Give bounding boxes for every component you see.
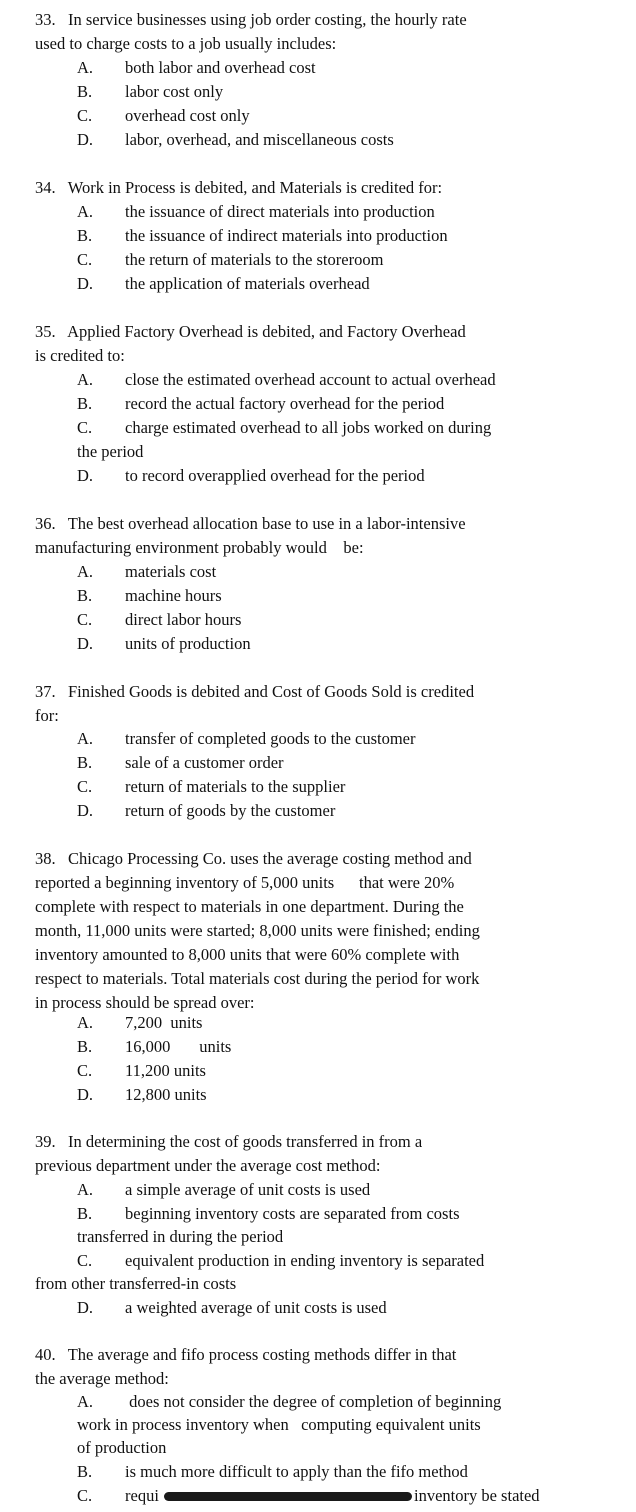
question-35-option-d [77,464,425,488]
question-36-option-c [77,608,241,632]
question-38-text: in process should be spread over: [35,993,255,1012]
option-text: record the actual factory overhead for the period [125,394,445,413]
question-35-option-a [77,368,496,392]
option-letter: C. [77,106,93,125]
option-text: 12,800 units [125,1085,207,1104]
option-letter: D. [77,466,94,485]
option-text: transfer of completed goods to the customer [125,729,416,748]
question-38-option-a [77,1011,202,1035]
option-text-end: inventory be stated [414,1486,540,1505]
question-38-text: 38. Chicago Processing Co. uses the average costing method and [35,849,472,868]
question-35-text: is credited to: [35,346,125,365]
option-letter: D. [77,130,94,149]
question-40-option-c [77,1484,159,1508]
option-letter: D. [77,1085,94,1104]
option-text: materials cost [125,562,217,581]
question-37-option-a [77,727,416,751]
question-39-option-b [77,1202,460,1226]
question-39-option-a [77,1178,370,1202]
option-letter: C. [77,610,93,629]
option-text: direct labor hours [125,610,242,629]
question-38-text: inventory amounted to 8,000 units that were 60% complete with [35,945,460,964]
question-37-option-d [77,799,335,823]
question-35-option-b [77,392,444,416]
question-36-option-a [77,560,216,584]
option-text: both labor and overhead cost [125,58,316,77]
question-39-option-c [77,1249,484,1273]
question-38-text: respect to materials. Total materials cost during the period for work [35,969,480,988]
question-40-text: 40. The average and fifo process costing methods differ in that [35,1345,457,1364]
option-text: 7,200 units [125,1013,203,1032]
option-letter: D. [77,1298,94,1317]
option-text: the return of materials to the storeroom [125,250,384,269]
option-letter: C. [77,1251,93,1270]
question-40-option-b [77,1460,468,1484]
option-text: the issuance of direct materials into production [125,202,435,221]
option-letter: B. [77,753,93,772]
question-34-text: 34. Work in Process is debited, and Materials is credited for: [35,178,443,197]
question-37-option-c [77,775,345,799]
option-letter: B. [77,1462,93,1481]
option-text: 16,000 units [125,1037,232,1056]
option-letter: D. [77,634,94,653]
option-text: beginning inventory costs are separated from costs [125,1204,460,1223]
option-letter: B. [77,82,93,101]
question-35-text: 35. Applied Factory Overhead is debited, and Factory Overhead [35,322,466,341]
option-letter: B. [77,394,93,413]
question-39-text: previous department under the average cost method: [35,1156,381,1175]
option-letter: B. [77,586,93,605]
option-letter: D. [77,801,94,820]
option-letter: D. [77,274,94,293]
option-letter: B. [77,226,93,245]
option-letter: A. [77,729,94,748]
question-36-text: 36. The best overhead allocation base to use in a labor-intensive [35,514,466,533]
option-letter: C. [77,418,93,437]
question-36-option-d [77,632,251,656]
option-letter: A. [77,1392,94,1411]
option-letter: B. [77,1037,93,1056]
option-text: equivalent production in ending inventory is separated [125,1251,485,1270]
option-text: return of goods by the customer [125,801,336,820]
option-text: labor, overhead, and miscellaneous costs [125,130,394,149]
option-letter: C. [77,1486,93,1505]
option-text: charge estimated overhead to all jobs worked on during [125,418,492,437]
question-36-text: manufacturing environment probably would be: [35,538,364,557]
option-letter: A. [77,1180,94,1199]
question-34-option-b [77,224,448,248]
question-38-option-d [77,1083,207,1107]
redaction-mark [164,1492,412,1501]
question-37-option-b [77,751,284,775]
option-text: overhead cost only [125,106,250,125]
question-38-text: complete with respect to materials in one department. During the [35,897,464,916]
question-33-text: 33. In service businesses using job order costing, the hourly rate [35,10,467,29]
option-text: 11,200 units [125,1061,206,1080]
question-38-text: reported a beginning inventory of 5,000 units that were 20% [35,873,455,892]
question-34-option-a [77,200,435,224]
question-37-text: 37. Finished Goods is debited and Cost of Goods Sold is credited [35,682,475,701]
question-40-option-a-continued: of production [77,1438,167,1457]
option-text: units of production [125,634,251,653]
question-33-option-a [77,56,316,80]
option-text: return of materials to the supplier [125,777,346,796]
option-letter: C. [77,250,93,269]
question-39-text: 39. In determining the cost of goods transferred in from a [35,1132,423,1151]
option-text: to record overapplied overhead for the period [125,466,425,485]
option-letter: C. [77,1061,93,1080]
question-33-option-c [77,104,250,128]
question-40-text: the average method: [35,1369,169,1388]
option-letter: A. [77,202,94,221]
question-37-text: for: [35,706,59,725]
option-text: a simple average of unit costs is used [125,1180,371,1199]
option-text: close the estimated overhead account to actual overhead [125,370,496,389]
option-letter: A. [77,58,94,77]
question-36-option-b [77,584,222,608]
option-letter: B. [77,1204,93,1223]
option-text-start: requi [125,1486,159,1505]
option-text: labor cost only [125,82,224,101]
question-39-option-b-continued: transferred in during the period [77,1227,284,1246]
option-text: a weighted average of unit costs is used [125,1298,387,1317]
question-35-option-c [77,416,491,440]
question-40-option-a-continued: work in process inventory when computing equivalent units [77,1415,481,1434]
option-text: does not consider the degree of completion of beginning [125,1392,502,1411]
option-letter: A. [77,1013,94,1032]
option-text: sale of a customer order [125,753,284,772]
question-33-option-b [77,80,223,104]
question-33-option-d [77,128,394,152]
question-38-text: month, 11,000 units were started; 8,000 units were finished; ending [35,921,480,940]
option-text: machine hours [125,586,222,605]
question-34-option-c [77,248,383,272]
question-39-option-d [77,1296,387,1320]
option-letter: A. [77,562,94,581]
question-33-text: used to charge costs to a job usually includes: [35,34,337,53]
option-text: is much more difficult to apply than the fifo method [125,1462,468,1481]
question-35-option-c-continued: the period [77,442,144,461]
question-38-option-c [77,1059,206,1083]
question-38-option-b [77,1035,231,1059]
question-39-option-c-continued: from other transferred-in costs [35,1274,237,1293]
option-text: the issuance of indirect materials into production [125,226,448,245]
question-34-option-d [77,272,370,296]
option-text: the application of materials overhead [125,274,370,293]
question-40-option-a [77,1390,501,1414]
option-letter: A. [77,370,94,389]
option-letter: C. [77,777,93,796]
